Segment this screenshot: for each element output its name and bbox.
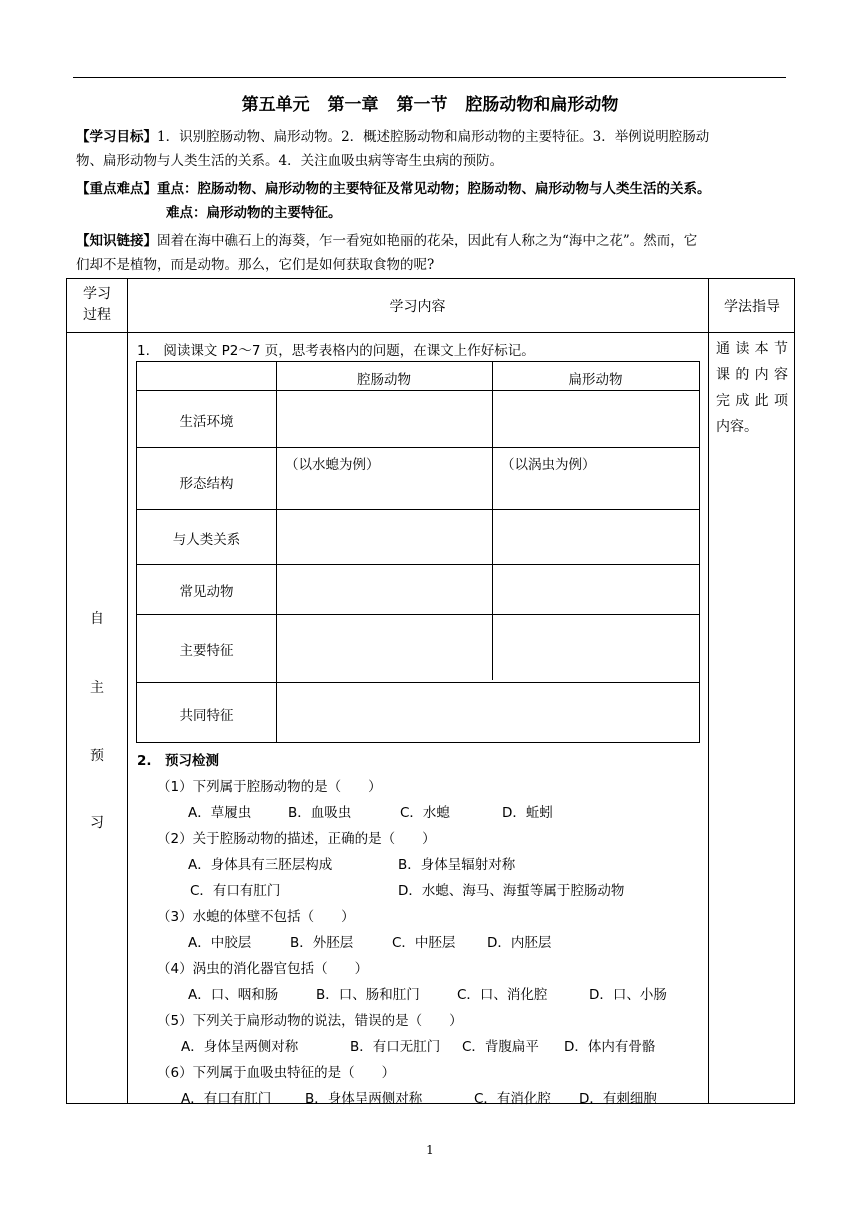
row-human-relation: 与人类关系 [172,532,241,548]
q4-option-a: A．口、咽和肠 [188,987,279,1003]
q3-option-a: A．中胶层 [188,935,252,951]
title-chapter: 第一章 [327,95,379,115]
question-3: （3）水螅的体壁不包括（ ） [157,909,355,925]
side-label-2: 主 [90,680,104,696]
question-5: （5）下列关于扁形动物的说法，错误的是（ ） [157,1013,463,1029]
row-main-features: 主要特征 [179,643,234,659]
example-planarian: （以涡虫为例） [501,457,596,473]
page-title [0,90,860,115]
knowledge-link [76,229,788,277]
keypoints-label: 【重点难点】 [76,181,157,197]
question-4: （4）涡虫的消化器官包括（ ） [157,961,369,977]
side-label-1: 自 [90,611,104,627]
title-unit: 第五单元 [241,95,310,115]
q3-option-b: B．外胚层 [290,935,354,951]
example-hydra: （以水螅为例） [285,457,380,473]
title-name: 腔肠动物和扁形动物 [465,95,619,115]
q1-option-b: B．血吸虫 [288,805,352,821]
col-coelenterate: 腔肠动物 [357,372,411,388]
learning-goals [76,125,788,173]
goals-text-2: 物、扁形动物与人类生活的关系。4．关注血吸虫病等寄生虫病的预防。 [76,153,504,169]
keypoints-key: 重点：腔肠动物、扁形动物的主要特征及常见动物；腔肠动物、扁形动物与人类生活的关系。 [157,181,711,197]
header-content: 学习内容 [389,299,446,315]
keypoints-hard: 难点：扁形动物的主要特征。 [166,205,342,221]
q6-option-a: A．有口有肛门 [181,1091,272,1107]
link-text-1: 固着在海中礁石上的海葵，乍一看宛如艳丽的花朵，因此有人称之为“海中之花”。然而，它 [157,233,698,249]
q6-option-d: D．有刺细胞 [579,1091,657,1107]
question-1: （1）下列属于腔肠动物的是（ ） [157,779,382,795]
title-section: 第一节 [396,95,448,115]
q6-option-c: C．有消化腔 [474,1091,551,1107]
link-text-2: 们却不是植物，而是动物。那么，它们是如何获取食物的呢? [76,257,435,273]
task-1: 1. 阅读课文 P2～7 页，思考表格内的问题，在课文上作好标记。 [137,343,535,359]
q6-option-b: B．身体呈两侧对称 [305,1091,423,1107]
goals-text-1: 1．识别腔肠动物、扁形动物。2．概述腔肠动物和扁形动物的主要特征。3．举例说明腔肠动 [157,129,710,145]
q3-option-d: D．内胚层 [487,935,552,951]
comparison-table [136,361,700,743]
q2-option-c: C．有口有肛门 [190,883,281,899]
header-rule [73,77,786,78]
row-common-animals: 常见动物 [179,584,234,600]
col-flatworm: 扁形动物 [568,372,623,388]
key-points [76,177,788,225]
header-process: 学习 过程 [83,286,111,323]
side-label-4: 习 [90,815,104,831]
q2-option-b: B．身体呈辐射对称 [398,857,516,873]
question-2: （2）关于腔肠动物的描述，正确的是（ ） [157,831,436,847]
q1-option-d: D．蚯蚓 [502,805,553,821]
q3-option-c: C．中胚层 [392,935,456,951]
q2-option-a: A．身体具有三胚层构成 [188,857,333,873]
header-guide: 学法指导 [724,299,780,315]
q5-option-b: B．有口无肛门 [350,1039,441,1055]
row-shared-features: 共同特征 [179,708,234,724]
study-table [66,278,795,1107]
q1-option-c: C．水螅 [400,805,450,821]
link-label: 【知识链接】 [76,233,157,249]
q1-option-a: A．草履虫 [188,805,252,821]
q5-option-a: A．身体呈两侧对称 [181,1039,299,1055]
row-structure: 形态结构 [179,476,234,492]
task-2: 2. 预习检测 [137,753,220,769]
page-number: 1 [426,1143,434,1157]
q4-option-d: D．口、小肠 [589,987,667,1003]
q4-option-c: C．口、消化腔 [457,987,548,1003]
study-guide: 通读本节 课的内容 完成此项 内容。 [716,341,788,435]
q2-option-d: D．水螅、海马、海蜇等属于腔肠动物 [398,883,625,899]
row-habitat: 生活环境 [179,414,234,430]
q5-option-d: D．体内有骨骼 [564,1039,656,1055]
side-label-3: 预 [90,748,104,764]
q4-option-b: B．口、肠和肛门 [316,987,420,1003]
goals-label: 【学习目标】 [76,129,157,145]
question-6: （6）下列属于血吸虫特征的是（ ） [157,1065,396,1081]
q5-option-c: C．背腹扁平 [462,1039,539,1055]
